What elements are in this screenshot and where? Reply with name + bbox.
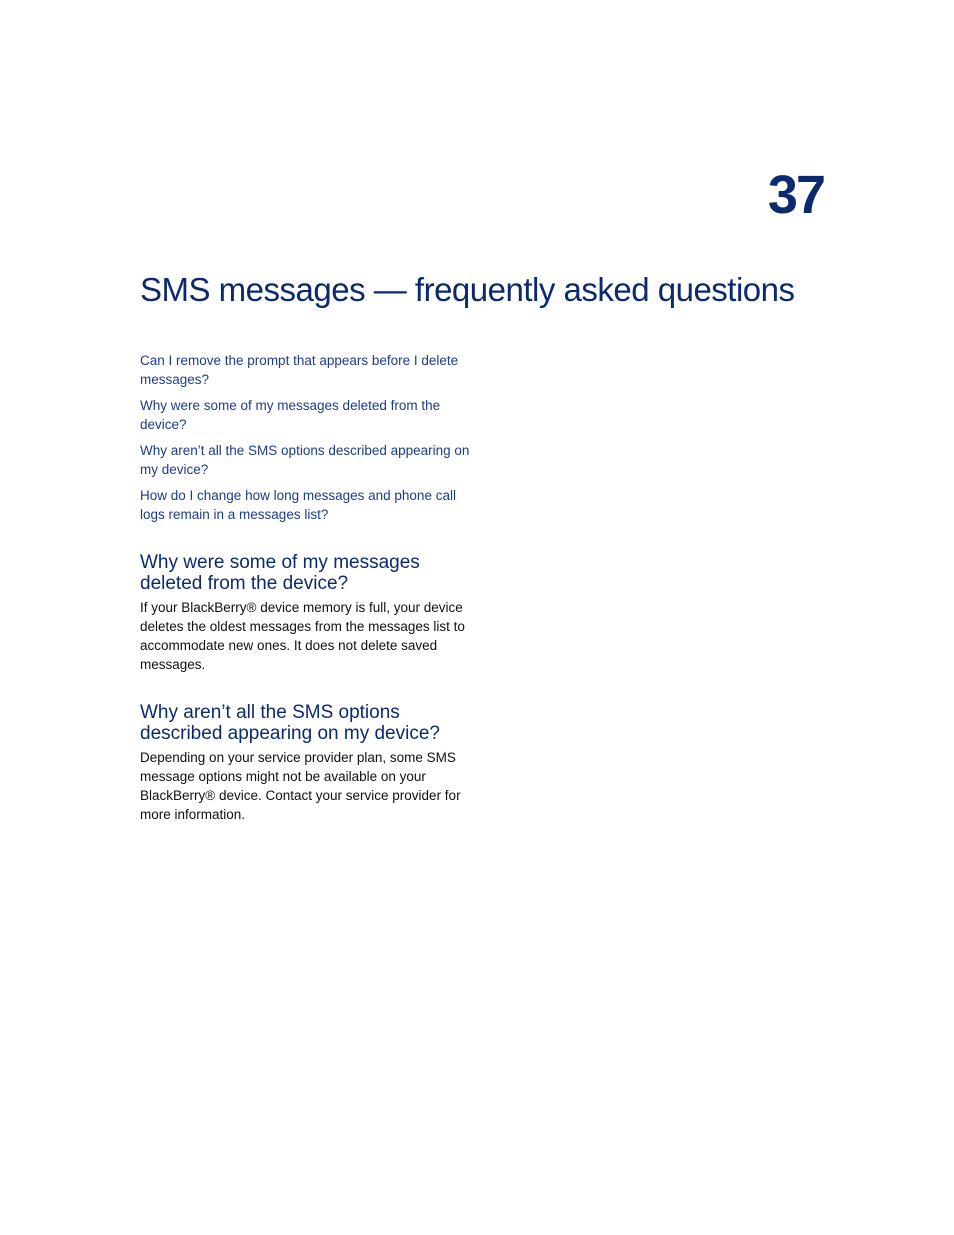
toc-link-messages-deleted[interactable]: Why were some of my messages deleted from the device?	[140, 398, 441, 432]
toc-link-message-retention[interactable]: How do I change how long messages and phone call logs remain in a messages list?	[140, 488, 456, 522]
section-body: Depending on your service provider plan, some SMS message options might not be available on your BlackBerry® device. Contact your service provider for more information.	[140, 750, 461, 822]
section-sms-options	[140, 702, 470, 824]
page-title: SMS messages — frequently asked questions	[140, 271, 795, 308]
section-body: If your BlackBerry® device memory is full, your device deletes the oldest messages from the messages list to accommodate new ones. It does not delete saved messages.	[140, 600, 465, 672]
toc-link-remove-prompt[interactable]: Can I remove the prompt that appears before I delete messages?	[140, 353, 459, 387]
section-messages-deleted	[140, 552, 470, 674]
content-column	[140, 351, 470, 824]
section-heading: Why aren’t all the SMS options described appearing on my device?	[140, 702, 440, 744]
section-heading: Why were some of my messages deleted from the device?	[140, 552, 420, 594]
chapter-number: 37	[767, 165, 824, 225]
toc-list	[140, 351, 470, 524]
toc-link-sms-options[interactable]: Why aren’t all the SMS options described appearing on my device?	[140, 443, 470, 477]
